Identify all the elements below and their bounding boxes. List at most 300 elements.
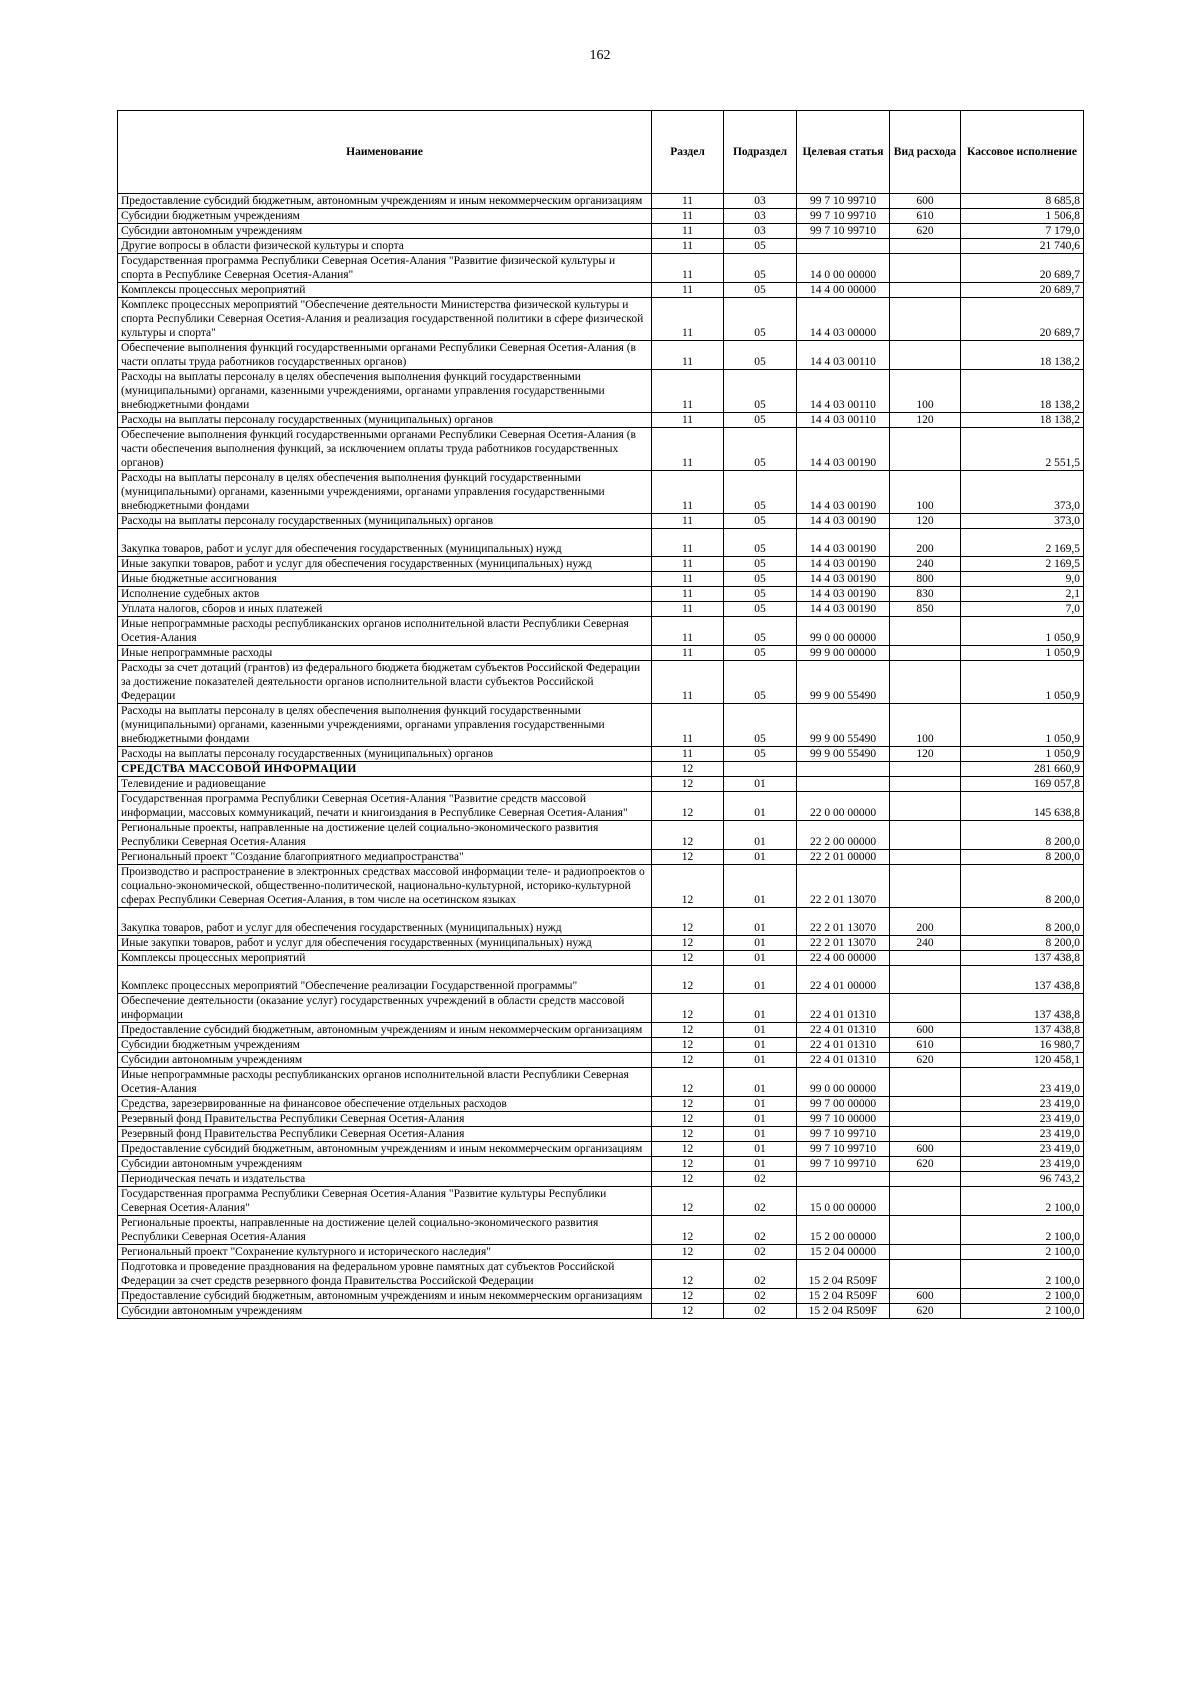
- table-row: [118, 514, 1084, 529]
- cell-vid-raskhoda: [890, 1097, 961, 1112]
- table-row: [118, 283, 1084, 298]
- cell-name: Уплата налогов, сборов и иных платежей: [118, 602, 652, 617]
- table-row: [118, 1172, 1084, 1187]
- cell-razdel: 11: [652, 428, 724, 471]
- cell-tselevaya-statya: 99 7 10 00000: [797, 1112, 890, 1127]
- cell-razdel: 12: [652, 792, 724, 821]
- cell-kassovoe-ispolnenie: 1 050,9: [961, 704, 1084, 747]
- table-row: [118, 994, 1084, 1023]
- cell-razdel: 12: [652, 1097, 724, 1112]
- cell-name: Закупка товаров, работ и услуг для обеспечения государственных (муниципальных) нужд: [118, 529, 652, 557]
- cell-tselevaya-statya: 14 4 00 00000: [797, 283, 890, 298]
- cell-vid-raskhoda: 200: [890, 908, 961, 936]
- cell-podrazdel: 05: [724, 747, 797, 762]
- cell-name: Субсидии автономным учреждениям: [118, 224, 652, 239]
- cell-kassovoe-ispolnenie: 373,0: [961, 514, 1084, 529]
- cell-tselevaya-statya: 99 7 10 99710: [797, 194, 890, 209]
- cell-vid-raskhoda: 610: [890, 209, 961, 224]
- cell-vid-raskhoda: 600: [890, 1023, 961, 1038]
- table-row: [118, 704, 1084, 747]
- cell-vid-raskhoda: 600: [890, 1142, 961, 1157]
- cell-vid-raskhoda: [890, 1172, 961, 1187]
- cell-tselevaya-statya: 99 9 00 00000: [797, 646, 890, 661]
- cell-kassovoe-ispolnenie: 23 419,0: [961, 1097, 1084, 1112]
- cell-kassovoe-ispolnenie: 8 200,0: [961, 936, 1084, 951]
- table-row: [118, 1245, 1084, 1260]
- cell-podrazdel: 05: [724, 646, 797, 661]
- cell-tselevaya-statya: 99 9 00 55490: [797, 661, 890, 704]
- cell-podrazdel: 05: [724, 413, 797, 428]
- cell-razdel: 12: [652, 1245, 724, 1260]
- cell-podrazdel: 02: [724, 1187, 797, 1216]
- cell-kassovoe-ispolnenie: 1 050,9: [961, 747, 1084, 762]
- table-row: [118, 602, 1084, 617]
- header-kassovoe-ispolnenie: Кассовое исполнение: [961, 111, 1084, 194]
- cell-kassovoe-ispolnenie: 18 138,2: [961, 341, 1084, 370]
- table-row: [118, 1187, 1084, 1216]
- cell-razdel: 11: [652, 239, 724, 254]
- cell-tselevaya-statya: 15 2 04 R509F: [797, 1260, 890, 1289]
- cell-vid-raskhoda: [890, 298, 961, 341]
- table-row: [118, 936, 1084, 951]
- cell-name: Субсидии автономным учреждениям: [118, 1304, 652, 1319]
- cell-razdel: 12: [652, 1127, 724, 1142]
- cell-tselevaya-statya: 14 4 03 00000: [797, 298, 890, 341]
- cell-razdel: 11: [652, 209, 724, 224]
- cell-razdel: 11: [652, 514, 724, 529]
- cell-kassovoe-ispolnenie: 7 179,0: [961, 224, 1084, 239]
- header-tselevaya-statya: Целевая статья: [797, 111, 890, 194]
- cell-kassovoe-ispolnenie: 169 057,8: [961, 777, 1084, 792]
- cell-vid-raskhoda: 620: [890, 224, 961, 239]
- table-row: [118, 1142, 1084, 1157]
- cell-podrazdel: 01: [724, 1097, 797, 1112]
- cell-name: Комплекс процессных мероприятий "Обеспечение деятельности Министерства физической культуры и спорта Республики Северная Осетия-Алания и реализация государственной политики в сфере физической культуры и спорта": [118, 298, 652, 341]
- cell-podrazdel: [724, 762, 797, 777]
- cell-vid-raskhoda: 120: [890, 747, 961, 762]
- cell-razdel: 12: [652, 850, 724, 865]
- table-row: [118, 239, 1084, 254]
- cell-kassovoe-ispolnenie: 7,0: [961, 602, 1084, 617]
- cell-razdel: 12: [652, 1172, 724, 1187]
- cell-kassovoe-ispolnenie: 8 200,0: [961, 850, 1084, 865]
- cell-vid-raskhoda: 610: [890, 1038, 961, 1053]
- cell-tselevaya-statya: [797, 1172, 890, 1187]
- cell-name: Производство и распространение в электронных средствах массовой информации теле- и радиопроектов о социально-экономической, общественно-политической, национально-культурной, историко-культурной сферах Республики Северная Осетия-Алания, в том числе на осетинском языках: [118, 865, 652, 908]
- cell-razdel: 11: [652, 587, 724, 602]
- cell-name: Закупка товаров, работ и услуг для обеспечения государственных (муниципальных) нужд: [118, 908, 652, 936]
- cell-razdel: 12: [652, 1216, 724, 1245]
- cell-tselevaya-statya: 22 4 01 01310: [797, 994, 890, 1023]
- cell-podrazdel: 01: [724, 966, 797, 994]
- cell-name: Региональные проекты, направленные на достижение целей социально-экономического развития Республики Северная Осетия-Алания: [118, 1216, 652, 1245]
- cell-kassovoe-ispolnenie: 2 100,0: [961, 1216, 1084, 1245]
- cell-name: Расходы за счет дотаций (грантов) из федерального бюджета бюджетам субъектов Российской Федерации за достижение показателей деятельности органов исполнительной власти субъектов Российской Федерации: [118, 661, 652, 704]
- cell-name: Комплексы процессных мероприятий: [118, 951, 652, 966]
- cell-tselevaya-statya: 14 4 03 00190: [797, 557, 890, 572]
- cell-podrazdel: 05: [724, 704, 797, 747]
- cell-razdel: 12: [652, 1304, 724, 1319]
- cell-podrazdel: 05: [724, 617, 797, 646]
- cell-vid-raskhoda: [890, 617, 961, 646]
- cell-kassovoe-ispolnenie: 2 100,0: [961, 1289, 1084, 1304]
- table-row: [118, 370, 1084, 413]
- cell-podrazdel: 01: [724, 1127, 797, 1142]
- cell-podrazdel: 01: [724, 1157, 797, 1172]
- cell-podrazdel: 02: [724, 1304, 797, 1319]
- cell-podrazdel: 01: [724, 1068, 797, 1097]
- cell-vid-raskhoda: [890, 254, 961, 283]
- cell-kassovoe-ispolnenie: 137 438,8: [961, 966, 1084, 994]
- cell-name: Расходы на выплаты персоналу в целях обеспечения выполнения функций государственными (муниципальными) органами, казенными учреждениями, органами управления государственными внебюджетными фондами: [118, 370, 652, 413]
- cell-vid-raskhoda: [890, 1068, 961, 1097]
- cell-tselevaya-statya: 14 4 03 00190: [797, 602, 890, 617]
- cell-tselevaya-statya: 22 4 01 00000: [797, 966, 890, 994]
- cell-podrazdel: 03: [724, 224, 797, 239]
- cell-name: Обеспечение выполнения функций государственными органами Республики Северная Осетия-Алания (в части оплаты труда работников государственных органов): [118, 341, 652, 370]
- cell-name: Иные бюджетные ассигнования: [118, 572, 652, 587]
- cell-tselevaya-statya: 99 7 10 99710: [797, 1142, 890, 1157]
- table-row: [118, 209, 1084, 224]
- table-row: [118, 792, 1084, 821]
- cell-name: Предоставление субсидий бюджетным, автономным учреждениям и иным некоммерческим организациям: [118, 1023, 652, 1038]
- cell-name: Государственная программа Республики Северная Осетия-Алания "Развитие культуры Республики Северная Осетия-Алания": [118, 1187, 652, 1216]
- header-name: Наименование: [118, 111, 652, 194]
- cell-razdel: 11: [652, 572, 724, 587]
- cell-vid-raskhoda: [890, 341, 961, 370]
- table-row: [118, 850, 1084, 865]
- table-row: [118, 617, 1084, 646]
- cell-razdel: 12: [652, 966, 724, 994]
- page-number: 162: [589, 48, 611, 63]
- cell-tselevaya-statya: 14 4 03 00190: [797, 572, 890, 587]
- cell-name: Исполнение судебных актов: [118, 587, 652, 602]
- cell-name: Периодическая печать и издательства: [118, 1172, 652, 1187]
- cell-vid-raskhoda: [890, 966, 961, 994]
- table-row: [118, 471, 1084, 514]
- table-row: [118, 821, 1084, 850]
- cell-tselevaya-statya: 22 2 01 13070: [797, 865, 890, 908]
- table-row: [118, 194, 1084, 209]
- header-vid-raskhoda: Вид расхода: [890, 111, 961, 194]
- table-row: [118, 646, 1084, 661]
- cell-tselevaya-statya: 99 7 10 99710: [797, 1157, 890, 1172]
- cell-vid-raskhoda: 620: [890, 1304, 961, 1319]
- cell-tselevaya-statya: 99 7 00 00000: [797, 1097, 890, 1112]
- cell-name: Обеспечение выполнения функций государственными органами Республики Северная Осетия-Алания (в части обеспечения выполнения функций, за исключением оплаты труда работников государственных органов): [118, 428, 652, 471]
- cell-kassovoe-ispolnenie: 8 200,0: [961, 908, 1084, 936]
- table-row: [118, 224, 1084, 239]
- table-row: [118, 1304, 1084, 1319]
- cell-razdel: 11: [652, 254, 724, 283]
- cell-tselevaya-statya: 22 2 01 13070: [797, 936, 890, 951]
- cell-vid-raskhoda: [890, 951, 961, 966]
- cell-tselevaya-statya: 14 4 03 00190: [797, 428, 890, 471]
- cell-razdel: 12: [652, 777, 724, 792]
- cell-razdel: 11: [652, 747, 724, 762]
- cell-kassovoe-ispolnenie: 8 685,8: [961, 194, 1084, 209]
- cell-name: Расходы на выплаты персоналу государственных (муниципальных) органов: [118, 413, 652, 428]
- cell-tselevaya-statya: 99 0 00 00000: [797, 617, 890, 646]
- cell-podrazdel: 01: [724, 1142, 797, 1157]
- cell-vid-raskhoda: 800: [890, 572, 961, 587]
- cell-tselevaya-statya: [797, 777, 890, 792]
- cell-name: Подготовка и проведение празднования на федеральном уровне памятных дат субъектов Российской Федерации за счет средств резервного фонда Правительства Российской Федерации: [118, 1260, 652, 1289]
- cell-kassovoe-ispolnenie: 120 458,1: [961, 1053, 1084, 1068]
- cell-tselevaya-statya: 99 7 10 99710: [797, 209, 890, 224]
- cell-razdel: 11: [652, 283, 724, 298]
- cell-kassovoe-ispolnenie: 2 100,0: [961, 1304, 1084, 1319]
- cell-podrazdel: 01: [724, 865, 797, 908]
- cell-podrazdel: 01: [724, 1112, 797, 1127]
- cell-podrazdel: 01: [724, 994, 797, 1023]
- cell-name: Иные закупки товаров, работ и услуг для обеспечения государственных (муниципальных) нужд: [118, 557, 652, 572]
- cell-name: Государственная программа Республики Северная Осетия-Алания "Развитие средств массовой информации, массовых коммуникаций, печати и книгоиздания в Республике Северная Осетия-Алания": [118, 792, 652, 821]
- cell-tselevaya-statya: 99 0 00 00000: [797, 1068, 890, 1097]
- cell-podrazdel: 05: [724, 514, 797, 529]
- header-podrazdel: Подраздел: [724, 111, 797, 194]
- cell-razdel: 11: [652, 617, 724, 646]
- cell-name: Региональный проект "Сохранение культурного и исторического наследия": [118, 1245, 652, 1260]
- cell-vid-raskhoda: [890, 762, 961, 777]
- cell-tselevaya-statya: 14 4 03 00110: [797, 341, 890, 370]
- cell-kassovoe-ispolnenie: 1 506,8: [961, 209, 1084, 224]
- cell-kassovoe-ispolnenie: 1 050,9: [961, 661, 1084, 704]
- cell-tselevaya-statya: 99 9 00 55490: [797, 747, 890, 762]
- cell-razdel: 12: [652, 1260, 724, 1289]
- cell-tselevaya-statya: 14 4 03 00190: [797, 471, 890, 514]
- cell-podrazdel: 05: [724, 341, 797, 370]
- cell-name: Иные закупки товаров, работ и услуг для обеспечения государственных (муниципальных) нужд: [118, 936, 652, 951]
- cell-kassovoe-ispolnenie: 2 169,5: [961, 529, 1084, 557]
- cell-tselevaya-statya: 15 0 00 00000: [797, 1187, 890, 1216]
- cell-vid-raskhoda: [890, 1260, 961, 1289]
- cell-name: Комплекс процессных мероприятий "Обеспечение реализации Государственной программы": [118, 966, 652, 994]
- cell-podrazdel: 02: [724, 1216, 797, 1245]
- cell-tselevaya-statya: [797, 239, 890, 254]
- cell-vid-raskhoda: 120: [890, 514, 961, 529]
- table-row: [118, 254, 1084, 283]
- cell-kassovoe-ispolnenie: 2 100,0: [961, 1245, 1084, 1260]
- cell-vid-raskhoda: 830: [890, 587, 961, 602]
- cell-podrazdel: 05: [724, 572, 797, 587]
- cell-podrazdel: 01: [724, 936, 797, 951]
- cell-kassovoe-ispolnenie: 8 200,0: [961, 821, 1084, 850]
- cell-kassovoe-ispolnenie: 137 438,8: [961, 994, 1084, 1023]
- cell-razdel: 12: [652, 994, 724, 1023]
- table-row: [118, 777, 1084, 792]
- cell-name: Субсидии автономным учреждениям: [118, 1157, 652, 1172]
- table-row: [118, 413, 1084, 428]
- table-row: [118, 529, 1084, 557]
- cell-vid-raskhoda: [890, 850, 961, 865]
- table-row: [118, 908, 1084, 936]
- cell-tselevaya-statya: 22 2 00 00000: [797, 821, 890, 850]
- cell-name: Субсидии бюджетным учреждениям: [118, 1038, 652, 1053]
- cell-kassovoe-ispolnenie: 20 689,7: [961, 283, 1084, 298]
- cell-podrazdel: 01: [724, 792, 797, 821]
- cell-podrazdel: 02: [724, 1245, 797, 1260]
- cell-razdel: 11: [652, 602, 724, 617]
- cell-kassovoe-ispolnenie: 96 743,2: [961, 1172, 1084, 1187]
- cell-podrazdel: 01: [724, 1053, 797, 1068]
- table-row: [118, 1289, 1084, 1304]
- cell-name: Предоставление субсидий бюджетным, автономным учреждениям и иным некоммерческим организациям: [118, 1142, 652, 1157]
- cell-vid-raskhoda: 600: [890, 1289, 961, 1304]
- cell-razdel: 12: [652, 1142, 724, 1157]
- cell-tselevaya-statya: 22 0 00 00000: [797, 792, 890, 821]
- table-row: [118, 661, 1084, 704]
- cell-kassovoe-ispolnenie: 20 689,7: [961, 254, 1084, 283]
- cell-podrazdel: 03: [724, 209, 797, 224]
- cell-razdel: 12: [652, 821, 724, 850]
- cell-kassovoe-ispolnenie: 137 438,8: [961, 1023, 1084, 1038]
- table-header: [118, 111, 1084, 194]
- table-row: [118, 1112, 1084, 1127]
- cell-kassovoe-ispolnenie: 137 438,8: [961, 951, 1084, 966]
- cell-podrazdel: 03: [724, 194, 797, 209]
- cell-vid-raskhoda: 240: [890, 936, 961, 951]
- cell-podrazdel: 05: [724, 557, 797, 572]
- cell-name: Резервный фонд Правительства Республики Северная Осетия-Алания: [118, 1127, 652, 1142]
- cell-tselevaya-statya: [797, 762, 890, 777]
- cell-name: Субсидии автономным учреждениям: [118, 1053, 652, 1068]
- cell-razdel: 12: [652, 1187, 724, 1216]
- cell-vid-raskhoda: [890, 1127, 961, 1142]
- table-row: [118, 1127, 1084, 1142]
- cell-tselevaya-statya: 22 4 00 00000: [797, 951, 890, 966]
- cell-vid-raskhoda: [890, 1187, 961, 1216]
- cell-podrazdel: 05: [724, 283, 797, 298]
- cell-razdel: 11: [652, 471, 724, 514]
- table-row: [118, 1260, 1084, 1289]
- cell-razdel: 11: [652, 704, 724, 747]
- cell-name: Предоставление субсидий бюджетным, автономным учреждениям и иным некоммерческим организациям: [118, 1289, 652, 1304]
- cell-tselevaya-statya: 15 2 00 00000: [797, 1216, 890, 1245]
- cell-razdel: 12: [652, 951, 724, 966]
- cell-vid-raskhoda: [890, 661, 961, 704]
- cell-kassovoe-ispolnenie: 2 551,5: [961, 428, 1084, 471]
- table-row: [118, 572, 1084, 587]
- cell-kassovoe-ispolnenie: 16 980,7: [961, 1038, 1084, 1053]
- cell-podrazdel: 05: [724, 602, 797, 617]
- cell-podrazdel: 05: [724, 254, 797, 283]
- cell-vid-raskhoda: [890, 1112, 961, 1127]
- cell-tselevaya-statya: 15 2 04 R509F: [797, 1304, 890, 1319]
- table-row: [118, 1097, 1084, 1112]
- cell-razdel: 12: [652, 1289, 724, 1304]
- cell-vid-raskhoda: [890, 239, 961, 254]
- cell-tselevaya-statya: 22 4 01 01310: [797, 1053, 890, 1068]
- cell-podrazdel: 05: [724, 370, 797, 413]
- cell-razdel: 11: [652, 557, 724, 572]
- cell-name: Предоставление субсидий бюджетным, автономным учреждениям и иным некоммерческим организациям: [118, 194, 652, 209]
- cell-vid-raskhoda: 620: [890, 1053, 961, 1068]
- table-row: [118, 747, 1084, 762]
- cell-name: Резервный фонд Правительства Республики Северная Осетия-Алания: [118, 1112, 652, 1127]
- cell-name: Иные непрограммные расходы республиканских органов исполнительной власти Республики Северная Осетия-Алания: [118, 617, 652, 646]
- table-row: [118, 1038, 1084, 1053]
- cell-name: Региональные проекты, направленные на достижение целей социально-экономического развития Республики Северная Осетия-Алания: [118, 821, 652, 850]
- table-row: [118, 1023, 1084, 1038]
- cell-vid-raskhoda: [890, 646, 961, 661]
- cell-podrazdel: 05: [724, 428, 797, 471]
- cell-razdel: 12: [652, 1112, 724, 1127]
- cell-razdel: 11: [652, 370, 724, 413]
- cell-vid-raskhoda: [890, 821, 961, 850]
- cell-tselevaya-statya: 14 4 03 00190: [797, 587, 890, 602]
- table-row: [118, 298, 1084, 341]
- cell-podrazdel: 01: [724, 908, 797, 936]
- cell-razdel: 11: [652, 646, 724, 661]
- cell-kassovoe-ispolnenie: 373,0: [961, 471, 1084, 514]
- cell-name: Другие вопросы в области физической культуры и спорта: [118, 239, 652, 254]
- cell-podrazdel: 05: [724, 239, 797, 254]
- cell-name: Обеспечение деятельности (оказание услуг) государственных учреждений в области средств массовой информации: [118, 994, 652, 1023]
- cell-razdel: 11: [652, 194, 724, 209]
- cell-name: Расходы на выплаты персоналу государственных (муниципальных) органов: [118, 747, 652, 762]
- cell-tselevaya-statya: 22 2 01 00000: [797, 850, 890, 865]
- cell-kassovoe-ispolnenie: 281 660,9: [961, 762, 1084, 777]
- cell-tselevaya-statya: 14 4 03 00110: [797, 370, 890, 413]
- cell-vid-raskhoda: 240: [890, 557, 961, 572]
- table-row: [118, 951, 1084, 966]
- cell-kassovoe-ispolnenie: 145 638,8: [961, 792, 1084, 821]
- cell-vid-raskhoda: 600: [890, 194, 961, 209]
- cell-name: Региональный проект "Создание благоприятного медиапространства": [118, 850, 652, 865]
- cell-tselevaya-statya: 14 0 00 00000: [797, 254, 890, 283]
- cell-vid-raskhoda: 120: [890, 413, 961, 428]
- budget-execution-table: [117, 110, 1084, 1319]
- cell-vid-raskhoda: [890, 428, 961, 471]
- cell-kassovoe-ispolnenie: 18 138,2: [961, 413, 1084, 428]
- cell-name: Средства, зарезервированные на финансовое обеспечение отдельных расходов: [118, 1097, 652, 1112]
- cell-kassovoe-ispolnenie: 23 419,0: [961, 1068, 1084, 1097]
- cell-tselevaya-statya: 14 4 03 00190: [797, 514, 890, 529]
- cell-podrazdel: 05: [724, 529, 797, 557]
- cell-podrazdel: 05: [724, 661, 797, 704]
- cell-podrazdel: 01: [724, 951, 797, 966]
- cell-razdel: 11: [652, 529, 724, 557]
- cell-razdel: 12: [652, 936, 724, 951]
- cell-vid-raskhoda: [890, 792, 961, 821]
- cell-podrazdel: 01: [724, 1023, 797, 1038]
- cell-name: Телевидение и радиовещание: [118, 777, 652, 792]
- cell-name: Субсидии бюджетным учреждениям: [118, 209, 652, 224]
- cell-razdel: 12: [652, 865, 724, 908]
- table-row: [118, 587, 1084, 602]
- cell-kassovoe-ispolnenie: 23 419,0: [961, 1157, 1084, 1172]
- cell-podrazdel: 02: [724, 1260, 797, 1289]
- cell-vid-raskhoda: [890, 1216, 961, 1245]
- cell-name: Иные непрограммные расходы: [118, 646, 652, 661]
- cell-name: Государственная программа Республики Северная Осетия-Алания "Развитие физической культуры и спорта в Республике Северная Осетия-Алания": [118, 254, 652, 283]
- table-row: [118, 1157, 1084, 1172]
- cell-vid-raskhoda: [890, 865, 961, 908]
- cell-tselevaya-statya: 14 4 03 00190: [797, 529, 890, 557]
- cell-kassovoe-ispolnenie: 1 050,9: [961, 617, 1084, 646]
- cell-podrazdel: 01: [724, 777, 797, 792]
- cell-kassovoe-ispolnenie: 18 138,2: [961, 370, 1084, 413]
- table-row: [118, 1216, 1084, 1245]
- cell-razdel: 12: [652, 1023, 724, 1038]
- cell-tselevaya-statya: 22 2 01 13070: [797, 908, 890, 936]
- cell-name: Расходы на выплаты персоналу государственных (муниципальных) органов: [118, 514, 652, 529]
- cell-kassovoe-ispolnenie: 21 740,6: [961, 239, 1084, 254]
- table-row: [118, 341, 1084, 370]
- cell-kassovoe-ispolnenie: 23 419,0: [961, 1127, 1084, 1142]
- cell-razdel: 12: [652, 1157, 724, 1172]
